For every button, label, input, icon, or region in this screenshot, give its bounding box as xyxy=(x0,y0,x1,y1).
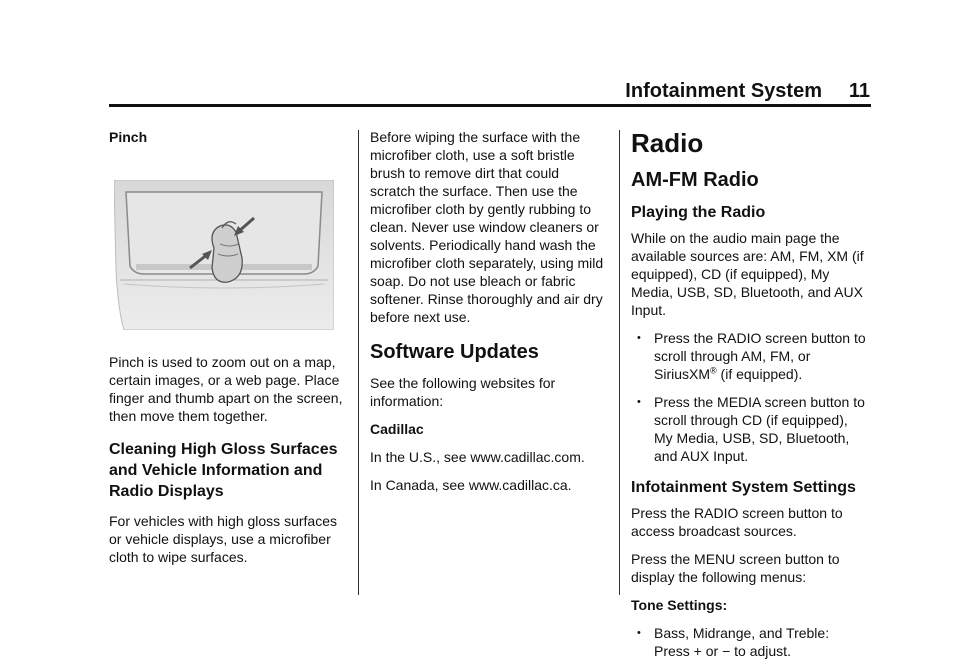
playing-radio-heading: Playing the Radio xyxy=(631,204,766,221)
bullet-icon: • xyxy=(637,396,641,408)
column-divider-2 xyxy=(619,130,620,595)
bullet-radio-button: • Press the RADIO screen button to scroll through AM, FM, or SiriusXM® (if equipped). xyxy=(637,330,866,382)
am-fm-radio-heading: AM-FM Radio xyxy=(631,169,759,191)
bullet-icon: • xyxy=(637,627,641,639)
page-number: 11 xyxy=(848,80,870,102)
header-rule xyxy=(109,104,871,107)
pinch-label: Pinch xyxy=(109,129,148,145)
settings-heading: Infotainment System Settings xyxy=(631,479,856,496)
pinch-gesture-illustration xyxy=(114,180,334,330)
cleaning-body: For vehicles with high gloss surfaces or vehicle displays, use a microfiber cloth to wipe surfaces. xyxy=(109,513,337,565)
canada-website-text: In Canada, see www.cadillac.ca. xyxy=(370,477,572,493)
tone-settings-label: Tone Settings: xyxy=(631,597,728,613)
playing-radio-body: While on the audio main page the available sources are: AM, FM, XM (if equipped), CD (if equipped), My Media, USB, SD, Bluetooth, and AUX Input. xyxy=(631,230,864,318)
cleaning-heading: Cleaning High Gloss Surfaces and Vehicle Information and Radio Displays xyxy=(109,441,338,500)
us-website-text: In the U.S., see www.cadillac.com. xyxy=(370,449,585,465)
section-title: Infotainment System xyxy=(625,80,822,102)
bullet-media-button: • Press the MEDIA screen button to scroll through CD (if equipped), My Media, USB, SD, Bluetooth, and AUX Input. xyxy=(637,394,865,464)
page-header xyxy=(622,80,870,104)
radio-title: Radio xyxy=(631,128,704,158)
bullet-icon: • xyxy=(637,332,641,344)
cadillac-label: Cadillac xyxy=(370,421,424,437)
bullet-tone: • Bass, Midrange, and Treble: Press + or − to adjust. xyxy=(637,625,830,659)
settings-body-1: Press the RADIO screen button to access broadcast sources. xyxy=(631,505,843,539)
wiping-instructions: Before wiping the surface with the microfiber cloth, use a soft bristle brush to remove dirt that could scratch the surface. Then use the microfiber cloth by gently rubbing to clean. Never use window cleaners or solvents. Periodically hand wash the microfiber cloth separately, using mild soap. Do not use bleach or fabric softener. Rinse thoroughly and air dry before next use. xyxy=(370,129,604,325)
column-1 xyxy=(109,128,344,566)
pinch-description: Pinch is used to zoom out on a map, certain images, or a web page. Place finger and thumb apart on the screen, then move them together. xyxy=(109,354,343,424)
column-2 xyxy=(370,128,606,494)
column-divider-1 xyxy=(358,130,359,595)
software-updates-body: See the following websites for information: xyxy=(370,375,556,409)
column-3 xyxy=(631,128,866,660)
software-updates-heading: Software Updates xyxy=(370,341,539,363)
settings-body-2: Press the MENU screen button to display the following menus: xyxy=(631,551,840,585)
